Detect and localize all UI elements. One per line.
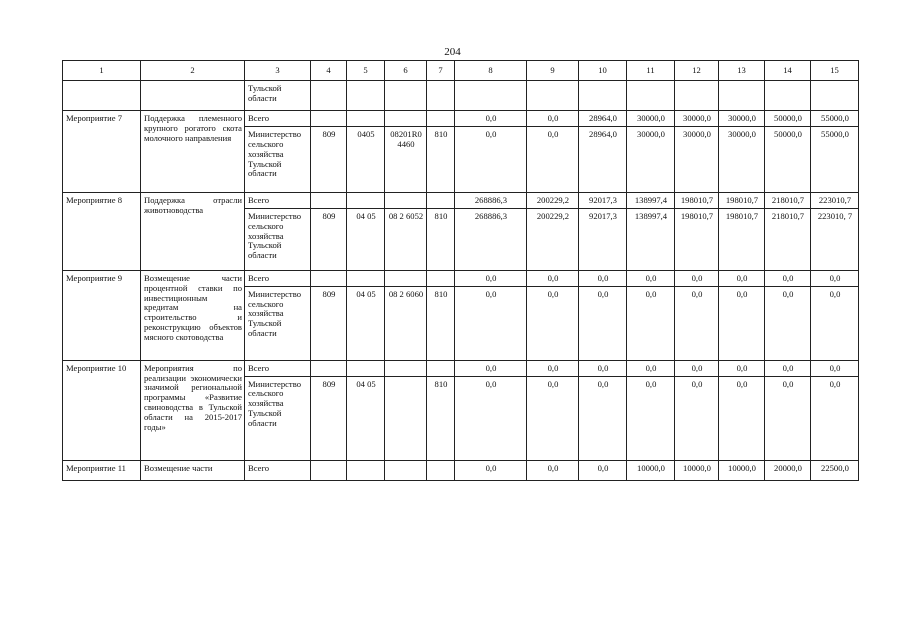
value-cell: 55000,0 — [811, 126, 859, 192]
value-cell: 0,0 — [455, 270, 527, 286]
code-cell — [385, 376, 427, 460]
measure-name: Мероприятие 7 — [63, 111, 141, 193]
value-cell: 0,0 — [579, 460, 627, 480]
measure-name: Мероприятие 9 — [63, 270, 141, 360]
value-cell: 50000,0 — [765, 111, 811, 127]
value-cell: 50000,0 — [765, 126, 811, 192]
value-cell: 138997,4 — [627, 192, 675, 208]
header-cell: 9 — [527, 61, 579, 81]
value-cell: 0,0 — [455, 286, 527, 360]
code-cell: 810 — [427, 286, 455, 360]
header-cell: 1 — [63, 61, 141, 81]
value-cell: 0,0 — [719, 360, 765, 376]
value-cell: 10000,0 — [675, 460, 719, 480]
row-label: Министерство сельского хозяйства Тульской области — [245, 126, 311, 192]
value-cell: 0,0 — [719, 270, 765, 286]
value-cell: 30000,0 — [627, 111, 675, 127]
value-cell: 0,0 — [455, 460, 527, 480]
value-cell: 0,0 — [765, 360, 811, 376]
code-cell: 810 — [427, 208, 455, 270]
value-cell: 0,0 — [527, 111, 579, 127]
header-cell: 6 — [385, 61, 427, 81]
header-cell: 12 — [675, 61, 719, 81]
value-cell: 218010,7 — [765, 208, 811, 270]
value-cell: 0,0 — [579, 286, 627, 360]
row-label: Министерство сельского хозяйства Тульской области — [245, 208, 311, 270]
value-cell: 0,0 — [627, 286, 675, 360]
measure-description: Поддержка племенного крупного рогатого скота молочного направления — [141, 111, 245, 193]
value-cell: 30000,0 — [627, 126, 675, 192]
value-cell: 0,0 — [765, 286, 811, 360]
header-cell: 10 — [579, 61, 627, 81]
value-cell: 92017,3 — [579, 192, 627, 208]
value-cell: 28964,0 — [579, 111, 627, 127]
measure-description: Возмещение части — [141, 460, 245, 480]
code-cell: 04 05 — [347, 286, 385, 360]
value-cell: 268886,3 — [455, 208, 527, 270]
header-cell: 3 — [245, 61, 311, 81]
row-label: Всего — [245, 111, 311, 127]
value-cell: 0,0 — [579, 360, 627, 376]
value-cell: 0,0 — [579, 376, 627, 460]
header-cell: 8 — [455, 61, 527, 81]
row-label: Всего — [245, 360, 311, 376]
code-cell: 809 — [311, 286, 347, 360]
value-cell: 0,0 — [627, 360, 675, 376]
header-cell: 2 — [141, 61, 245, 81]
header-cell: 14 — [765, 61, 811, 81]
row-label: Министерство сельского хозяйства Тульской области — [245, 376, 311, 460]
value-cell: 0,0 — [811, 360, 859, 376]
value-cell: 0,0 — [527, 460, 579, 480]
value-cell: 198010,7 — [719, 208, 765, 270]
value-cell: 0,0 — [765, 270, 811, 286]
header-cell: 4 — [311, 61, 347, 81]
table-row — [63, 460, 859, 480]
program-measures-table — [62, 60, 859, 481]
value-cell: 198010,7 — [675, 192, 719, 208]
value-cell: 268886,3 — [455, 192, 527, 208]
value-cell: 22500,0 — [811, 460, 859, 480]
header-cell: 13 — [719, 61, 765, 81]
value-cell: 30000,0 — [719, 111, 765, 127]
value-cell: 20000,0 — [765, 460, 811, 480]
value-cell: 0,0 — [455, 126, 527, 192]
code-cell: 04 05 — [347, 208, 385, 270]
value-cell: 30000,0 — [675, 126, 719, 192]
continuation-row — [63, 81, 859, 111]
table-row — [63, 111, 859, 127]
row-label: Министерство сельского хозяйства Тульской области — [245, 286, 311, 360]
row-label: Всего — [245, 460, 311, 480]
value-cell: 0,0 — [811, 376, 859, 460]
value-cell: 10000,0 — [719, 460, 765, 480]
value-cell: 218010,7 — [765, 192, 811, 208]
value-cell: 198010,7 — [719, 192, 765, 208]
measure-name: Мероприятие 8 — [63, 192, 141, 270]
value-cell: 0,0 — [527, 270, 579, 286]
value-cell: 0,0 — [811, 286, 859, 360]
code-cell: 809 — [311, 376, 347, 460]
value-cell: 0,0 — [455, 360, 527, 376]
header-cell: 7 — [427, 61, 455, 81]
measure-description: Поддержка отрасли животноводства — [141, 192, 245, 270]
measure-description: Возмещение части процентной ставки по инвестиционным кредитам на строительство и реконструкцию объектов мясного скотоводства — [141, 270, 245, 360]
code-cell: 04 05 — [347, 376, 385, 460]
value-cell: 0,0 — [579, 270, 627, 286]
value-cell: 0,0 — [675, 376, 719, 460]
measure-description: Мероприятия по реализации экономически значимой региональной программы «Развитие свиноводства в Тульской области на 2015-2017 годы» — [141, 360, 245, 460]
value-cell: 0,0 — [675, 270, 719, 286]
code-cell: 809 — [311, 208, 347, 270]
header-row — [63, 61, 859, 81]
value-cell: 0,0 — [811, 270, 859, 286]
code-cell: 0405 — [347, 126, 385, 192]
value-cell: 200229,2 — [527, 192, 579, 208]
value-cell: 10000,0 — [627, 460, 675, 480]
value-cell: 200229,2 — [527, 208, 579, 270]
value-cell: 0,0 — [765, 376, 811, 460]
value-cell: 0,0 — [627, 270, 675, 286]
value-cell: 0,0 — [455, 111, 527, 127]
value-cell: 0,0 — [675, 360, 719, 376]
value-cell: 0,0 — [627, 376, 675, 460]
value-cell: 55000,0 — [811, 111, 859, 127]
value-cell: 30000,0 — [719, 126, 765, 192]
measure-name: Мероприятие 11 — [63, 460, 141, 480]
value-cell: 0,0 — [719, 286, 765, 360]
page-number: 204 — [444, 46, 461, 58]
value-cell: 0,0 — [527, 126, 579, 192]
value-cell: 0,0 — [527, 376, 579, 460]
table-row — [63, 270, 859, 286]
value-cell: 0,0 — [527, 360, 579, 376]
value-cell: 138997,4 — [627, 208, 675, 270]
value-cell: 0,0 — [455, 376, 527, 460]
row-label: Всего — [245, 270, 311, 286]
header-cell: 11 — [627, 61, 675, 81]
row-label: Всего — [245, 192, 311, 208]
value-cell: 92017,3 — [579, 208, 627, 270]
code-cell: 810 — [427, 376, 455, 460]
code-cell: 08201R0 4460 — [385, 126, 427, 192]
value-cell: 223010, 7 — [811, 208, 859, 270]
code-cell: 08 2 6060 — [385, 286, 427, 360]
value-cell: 0,0 — [527, 286, 579, 360]
header-cell: 5 — [347, 61, 385, 81]
header-cell: 15 — [811, 61, 859, 81]
table-row — [63, 192, 859, 208]
code-cell: 809 — [311, 126, 347, 192]
table-row — [63, 360, 859, 376]
value-cell: 30000,0 — [675, 111, 719, 127]
value-cell: 0,0 — [719, 376, 765, 460]
value-cell: 223010,7 — [811, 192, 859, 208]
code-cell: 810 — [427, 126, 455, 192]
value-cell: 28964,0 — [579, 126, 627, 192]
measure-name: Мероприятие 10 — [63, 360, 141, 460]
code-cell: 08 2 6052 — [385, 208, 427, 270]
value-cell: 198010,7 — [675, 208, 719, 270]
continuation-text: Тульской области — [245, 81, 311, 111]
value-cell: 0,0 — [675, 286, 719, 360]
